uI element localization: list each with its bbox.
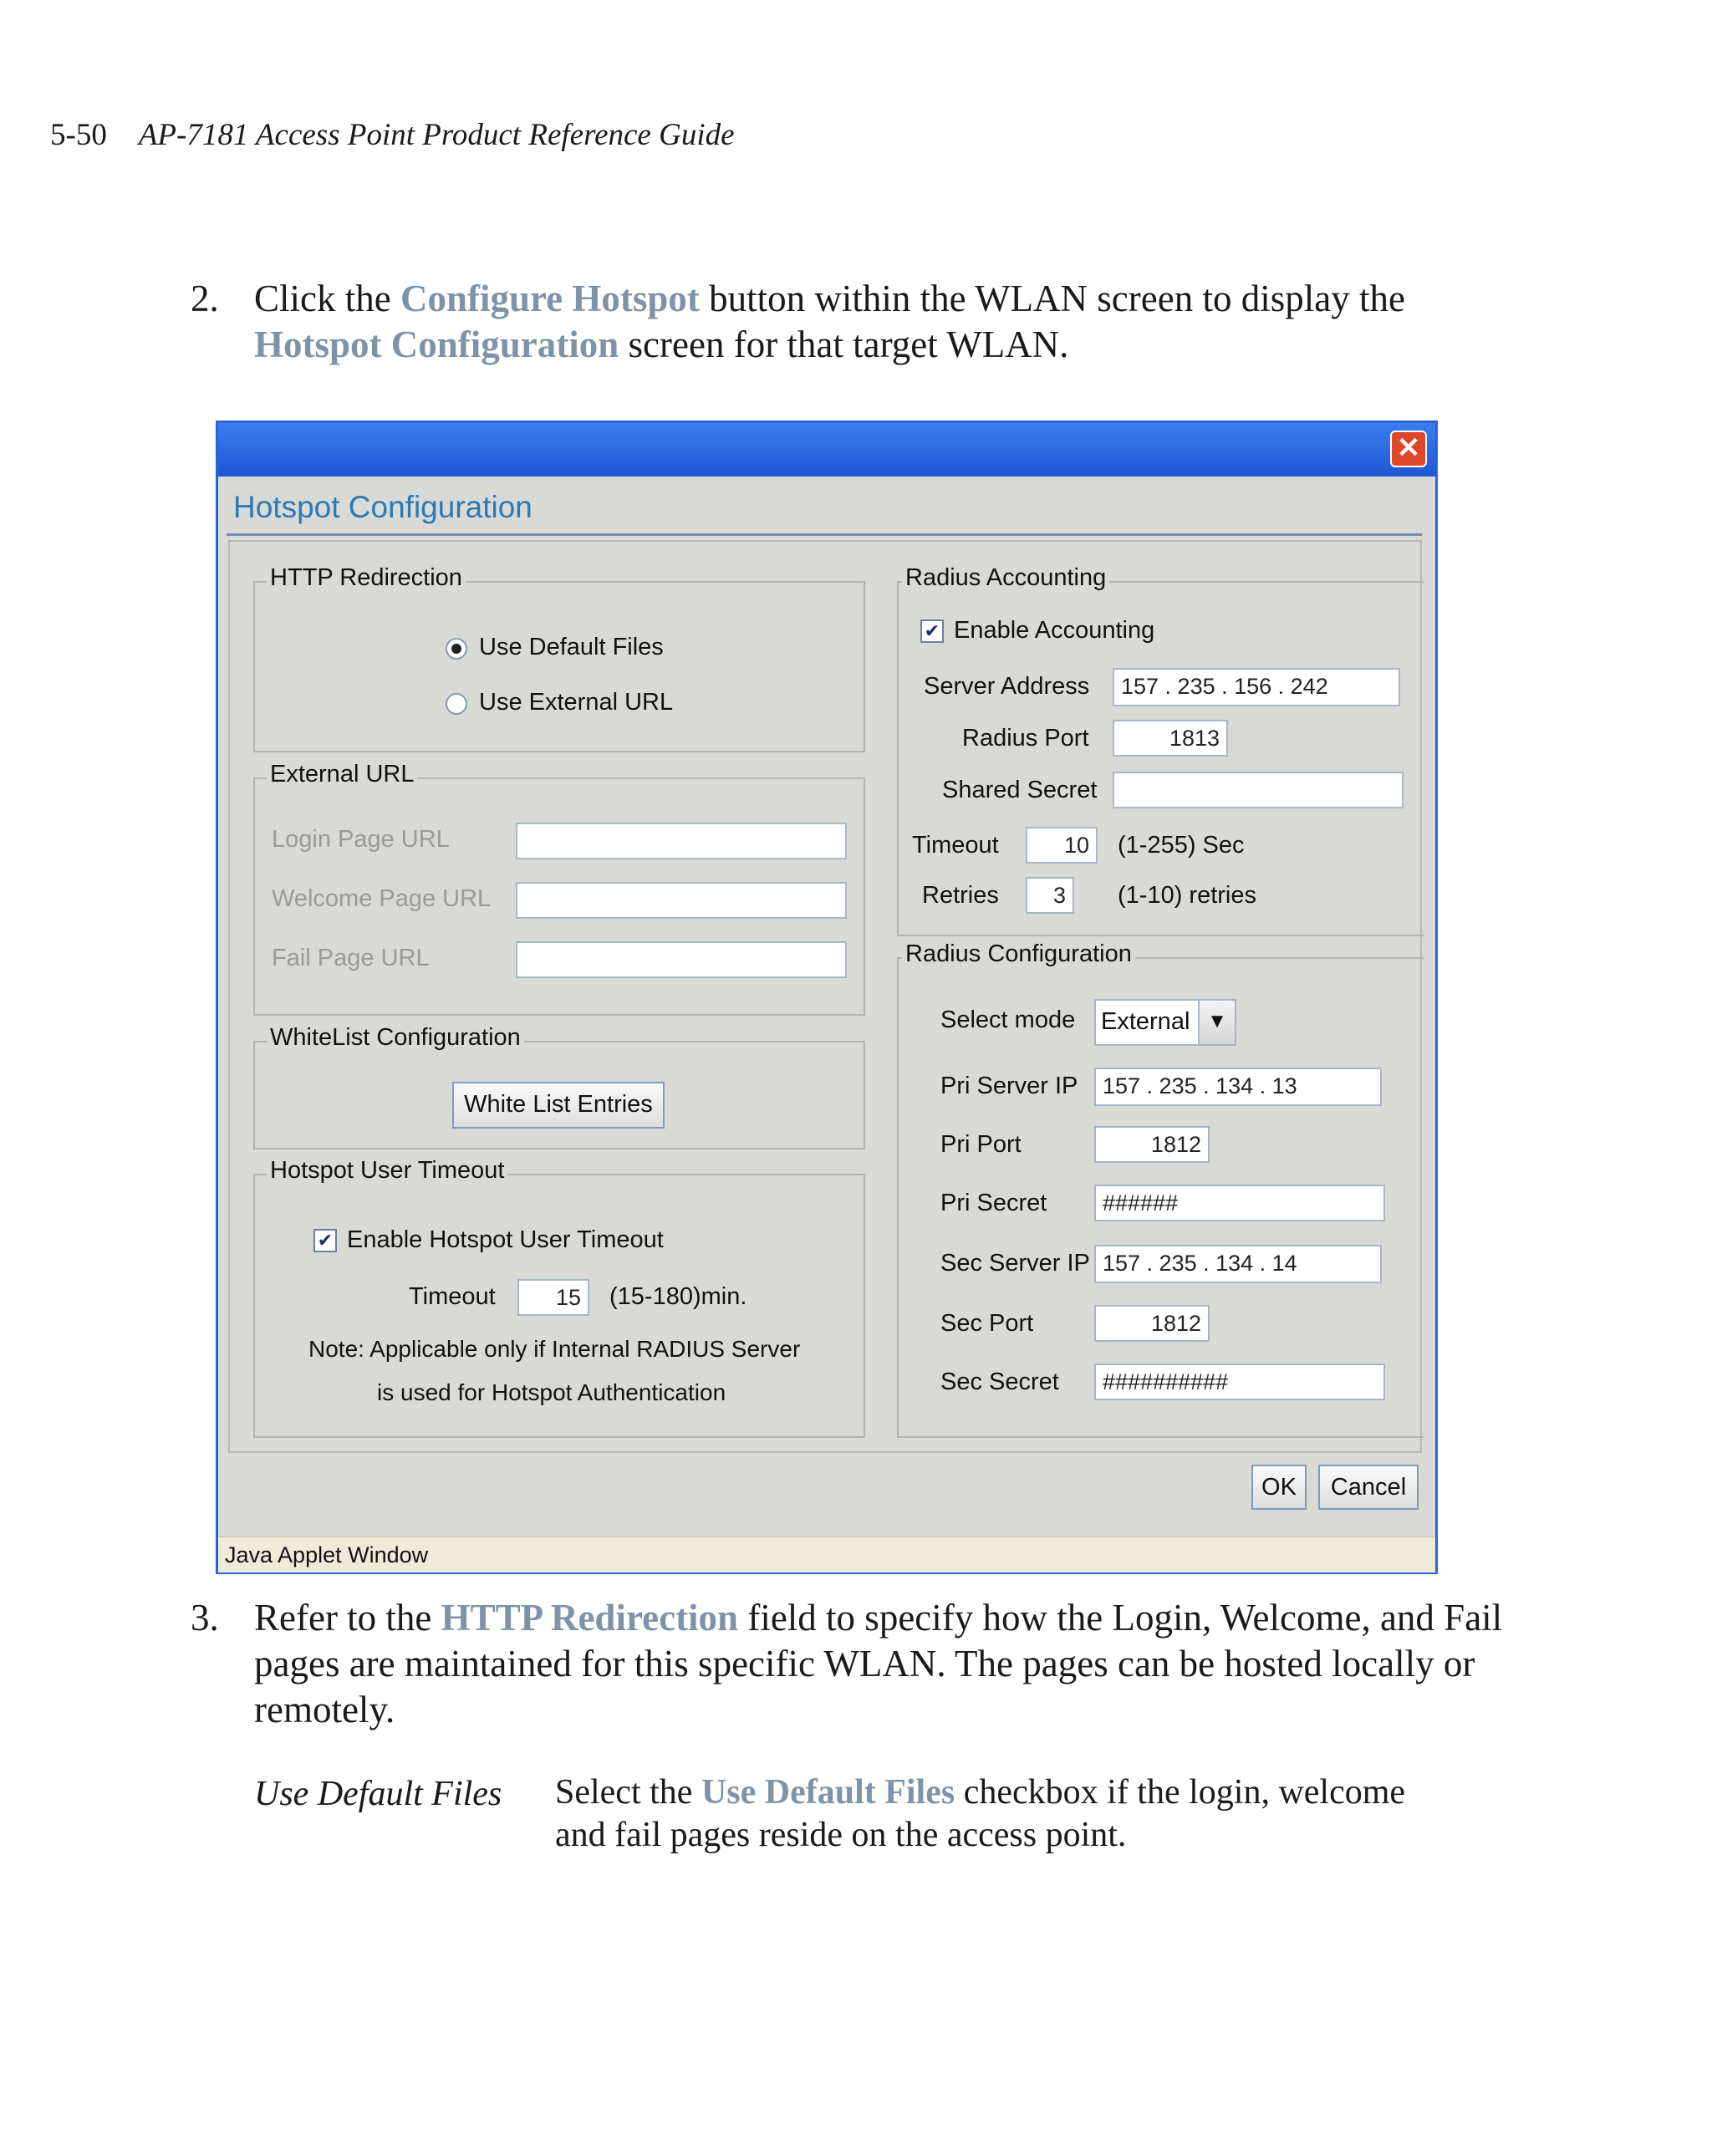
enable-hotspot-user-timeout-label: Enable Hotspot User Timeout [347, 1226, 664, 1253]
timeout-note: Note: Applicable only if Internal RADIUS Server [308, 1336, 801, 1362]
server-address-input[interactable]: 157 . 235 . 156 . 242 [1113, 668, 1400, 706]
enable-hotspot-user-timeout-checkbox[interactable]: ✔ [313, 1229, 337, 1252]
retries-range: (1-10) retries [1118, 882, 1256, 909]
ok-button[interactable]: OK [1251, 1465, 1307, 1510]
user-timeout-input[interactable]: 15 [517, 1279, 589, 1316]
group-legend: HTTP Redirection [267, 564, 466, 592]
step-text: Refer to the [254, 1597, 441, 1639]
sec-port-label: Sec Port [940, 1310, 1034, 1337]
configure-hotspot-link: Configure Hotspot [400, 278, 700, 319]
group-legend: External URL [267, 761, 417, 788]
dialog-title: Hotspot Configuration [233, 490, 532, 524]
step-text: Click the [254, 278, 400, 319]
accounting-timeout-label: Timeout [912, 832, 999, 859]
cancel-button[interactable]: Cancel [1318, 1465, 1419, 1510]
definition-text: Select the [555, 1773, 701, 1812]
white-list-entries-button[interactable]: White List Entries [452, 1082, 665, 1129]
sec-server-ip-label: Sec Server IP [940, 1250, 1090, 1277]
close-button[interactable]: ✕ [1390, 431, 1427, 467]
fail-page-url-label: Fail Page URL [272, 945, 430, 971]
step-text: pages are maintained for this specific WLAN. The pages can be hosted locally or [254, 1643, 1475, 1685]
hotspot-user-timeout-group [253, 1157, 865, 1438]
select-mode-value: External [1101, 1008, 1190, 1035]
fail-page-url-input[interactable] [516, 941, 847, 978]
chevron-down-icon: ▼ [1198, 1001, 1235, 1044]
pri-secret-label: Pri Secret [940, 1190, 1047, 1216]
retries-input[interactable]: 3 [1026, 877, 1074, 914]
sec-port-input[interactable]: 1812 [1094, 1305, 1210, 1342]
shared-secret-label: Shared Secret [942, 777, 1098, 803]
use-default-files-link: Use Default Files [701, 1773, 955, 1812]
step-number: 2. [191, 278, 219, 319]
user-timeout-range: (15-180)min. [609, 1283, 747, 1310]
pri-server-ip-input[interactable]: 157 . 235 . 134 . 13 [1094, 1068, 1382, 1106]
group-legend: WhiteList Configuration [267, 1024, 524, 1052]
page-number: 5-50 [50, 118, 107, 152]
timeout-note: is used for Hotspot Authentication [377, 1379, 726, 1405]
radius-port-label: Radius Port [962, 725, 1089, 752]
title-bar [218, 423, 1435, 477]
hotspot-configuration-dialog [216, 420, 1438, 1574]
group-legend: Hotspot User Timeout [267, 1157, 507, 1185]
step-2 [191, 276, 1495, 376]
step-text: screen for that target WLAN. [619, 324, 1069, 365]
accounting-timeout-input[interactable]: 10 [1026, 827, 1098, 864]
welcome-page-url-input[interactable] [516, 882, 847, 919]
welcome-page-url-label: Welcome Page URL [272, 885, 492, 912]
login-page-url-input[interactable] [516, 823, 847, 859]
pri-secret-input[interactable]: ###### [1094, 1185, 1385, 1221]
http-redirection-group [253, 564, 865, 752]
definition-text: and fail pages reside on the access point. [555, 1816, 1127, 1854]
hotspot-configuration-link: Hotspot Configuration [254, 324, 619, 365]
sec-secret-input[interactable]: ########## [1094, 1363, 1385, 1400]
use-external-url-radio[interactable] [446, 693, 467, 715]
step-text: remotely. [254, 1689, 395, 1730]
shared-secret-input[interactable] [1113, 772, 1404, 808]
step-3 [191, 1595, 1545, 1737]
title-divider [227, 533, 1422, 536]
login-page-url-label: Login Page URL [272, 826, 450, 853]
http-redirection-link: HTTP Redirection [441, 1597, 739, 1639]
pri-server-ip-label: Pri Server IP [940, 1073, 1078, 1099]
group-legend: Radius Configuration [902, 940, 1135, 968]
step-number: 3. [191, 1597, 219, 1639]
retries-label: Retries [922, 882, 999, 909]
definition-body [555, 1771, 1558, 1857]
pri-port-label: Pri Port [940, 1131, 1022, 1158]
step-text: button within the WLAN screen to display the [699, 278, 1405, 319]
status-bar [218, 1537, 1435, 1572]
definition-term: Use Default Files [254, 1775, 502, 1813]
definition-text: checkbox if the login, welcome [955, 1773, 1406, 1812]
sec-server-ip-input[interactable]: 157 . 235 . 134 . 14 [1094, 1245, 1382, 1283]
pri-port-input[interactable]: 1812 [1094, 1126, 1210, 1163]
enable-accounting-label: Enable Accounting [954, 617, 1155, 644]
use-external-url-label: Use External URL [479, 689, 674, 716]
dialog-content [228, 540, 1422, 1453]
radius-configuration-group [897, 940, 1424, 1438]
accounting-timeout-range: (1-255) Sec [1118, 832, 1245, 859]
use-default-files-radio[interactable] [446, 638, 467, 660]
sec-secret-label: Sec Secret [940, 1369, 1059, 1395]
enable-accounting-checkbox[interactable]: ✔ [920, 619, 944, 643]
radius-accounting-group [897, 564, 1424, 936]
guide-title: AP-7181 Access Point Product Reference Guide [138, 118, 735, 152]
radius-port-input[interactable]: 1813 [1113, 720, 1228, 757]
server-address-label: Server Address [924, 673, 1090, 700]
status-bar-text: Java Applet Window [225, 1542, 429, 1567]
select-mode-label: Select mode [940, 1007, 1076, 1033]
user-timeout-label: Timeout [409, 1283, 496, 1310]
whitelist-group [253, 1024, 865, 1149]
page-header [50, 117, 735, 153]
step-text: field to specify how the Login, Welcome, and Fail [738, 1597, 1503, 1639]
use-default-files-label: Use Default Files [479, 634, 664, 660]
external-url-group [253, 761, 865, 1016]
group-legend: Radius Accounting [902, 564, 1109, 592]
select-mode-dropdown[interactable] [1094, 999, 1236, 1046]
